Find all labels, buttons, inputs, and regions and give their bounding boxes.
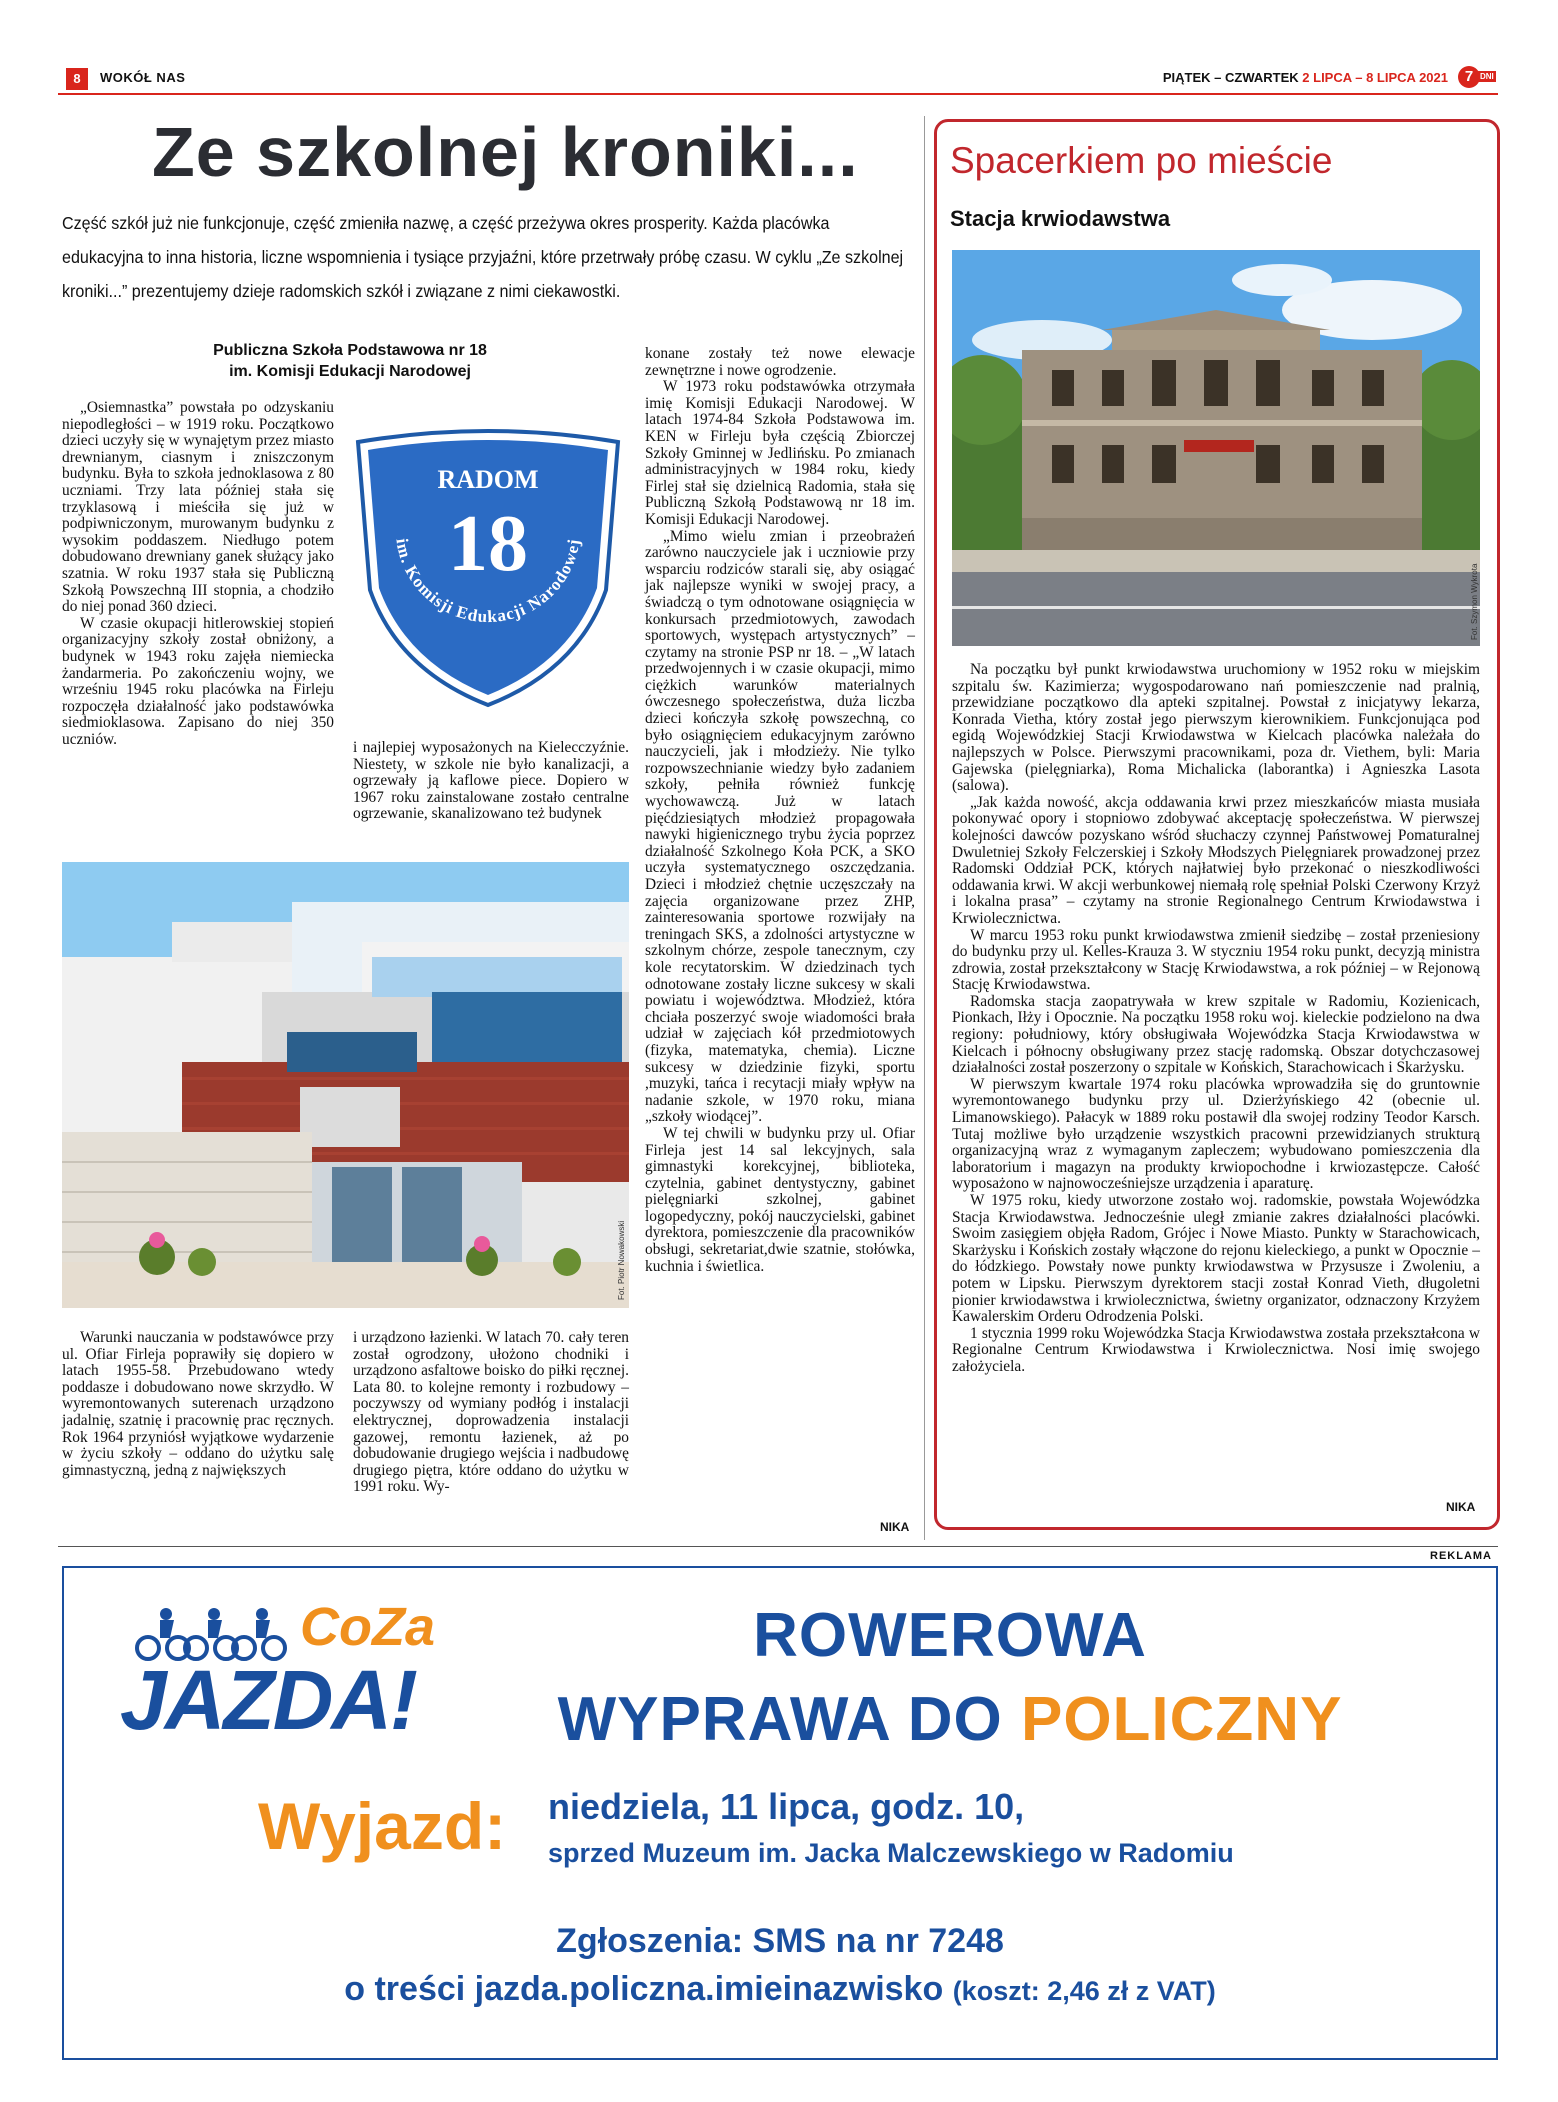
ad-headline-1: ROWEROWA <box>753 1601 1147 1670</box>
ad-wyjazd-line2: sprzed Muzeum im. Jacka Malczewskiego w Radomiu <box>548 1838 1234 1868</box>
school-name-line2: im. Komisji Edukacji Narodowej <box>229 363 471 380</box>
column-divider <box>924 116 925 1540</box>
photo-credit: Fot. Piotr Nowakowski <box>617 1220 626 1300</box>
ad-sms-content: o treści jazda.policzna.imieinazwisko <box>344 1970 953 2008</box>
ad-registration-line1: Zgłoszenia: SMS na nr 7248 <box>556 1922 1004 1960</box>
logo-number: 7 <box>1458 66 1480 88</box>
logo-arc-text: im. Komisji Edukacji Narodowej <box>392 537 584 627</box>
sidebar-signature: NIKA <box>1446 1500 1476 1514</box>
header-rule <box>58 93 1498 95</box>
ad-registration-line2 <box>62 1970 1498 2009</box>
ad-logo <box>110 1596 470 1756</box>
school-logo <box>348 420 628 710</box>
ad-sms-cost: (koszt: 2,46 zł z VAT) <box>952 1976 1216 2006</box>
school-photo <box>62 862 629 1308</box>
paragraph: Na początku był punkt krwiodawstwa uruchomiony w 1952 roku w miejskim szpitalu św. Kazimierza; wygospodarowano nań pomieszczenie nad pralnią, przewidziane początkowo dla apteki szpitalnej. Powstał z inicjatywy lekarza, Konrada Vietha, który został jego pierwszym kierownikiem. Funkcjonująca pod egidą Wojewódzkiej Stacji Krwiodawstwa w Kielcach placówka należała do najlepszych w Polsce. Pierwszymi pracownikami, poza dr. Viethem, byli: Maria Gajewska (pielęgniarka), Roma Michalicka (laborantka) i Agnieszka Lasota (salowa). <box>952 661 1480 795</box>
article-col1-bottom <box>62 1330 334 1479</box>
sidebar-heading: Spacerkiem po mieście <box>950 140 1333 181</box>
issue-dates <box>1163 70 1448 85</box>
sidebar-subtitle: Stacja krwiodawstwa <box>950 206 1171 231</box>
article-lead: Część szkół już nie funkcjonuje, część zmieniła nazwę, a część przeżywa okres prosperity. Każda placówka edukacyjna to inna historia, liczne wspomnienia i tysiące przyjaźni, które przetrwały próbę czasu. W cyklu „Ze szkolnej kroniki...” prezentujemy dzieje radomskich szkół i związane z nimi ciekawostki. <box>62 213 904 301</box>
paragraph: 1 stycznia 1999 roku Wojewódzka Stacja Krwiodawstwa została przekształcona w Regionalne Centrum Krwiodawstwa i Krwiolecznictwa. Nosi imię swojego założyciela. <box>952 1324 1480 1375</box>
paragraph: Radomska stacja zaopatrywała w krew szpitale w Radomiu, Kozienicach, Pionkach, Iłży i Opocznie. Na początku 1958 roku woj. kieleckie podzielono na dwa regiony: południowy, który obsługiwała Wojewódzka Stacja Krwiodawstwa w Kielcach i północny obsługiwany przez stację radomską. Obszar dotychczasowej działalności został poszerzony o szpitale w Końskich, Starachowicach i Skarżysku. <box>952 992 1480 1077</box>
logo-text: DNI <box>1480 72 1494 81</box>
paragraph: Warunki nauczania w podstawówce przy ul. Ofiar Firleja poprawiły się dopiero w latach 1955-58. Przebudowano wtedy poddasze i dobudowano nowe skrzydło. W wyremontowanych suterenach urządzono jadalnię, szatnię i pracownię prac ręcznych. Rok 1964 przyniósł wyjątkowe wydarzenie w życiu szkoły – oddano do użytku salę gimnastyczną, jedną z największych <box>62 1329 334 1479</box>
issue-days: PIĄTEK – CZWARTEK <box>1162 70 1303 85</box>
newspaper-logo <box>1458 66 1498 90</box>
article-col1-top <box>62 400 334 748</box>
logo-number: 18 <box>448 500 528 588</box>
issue-date-range: 2 LIPCA – 8 LIPCA 2021 <box>1302 70 1448 85</box>
section-name: WOKÓŁ NAS <box>100 70 186 85</box>
school-name-line1: Publiczna Szkoła Podstawowa nr 18 <box>213 342 487 359</box>
article-col2-bottom <box>353 1330 629 1496</box>
logo-city: RADOM <box>437 465 539 494</box>
ad-label: REKLAMA <box>1430 1550 1492 1562</box>
paragraph: W tej chwili w budynku przy ul. Ofiar Firleja jest 14 sal lekcyjnych, sala gimnastyki korekcyjnej, biblioteka, czytelnia, gabinet dentystyczny, gabinet pielęgniarki szkolnej, gabinet logopedyczny, pokój nauczycielski, gabinet dyrektora, pomieszczenie dla pracowników obsługi, sekretariat,dwie szatnie, stołówka, kuchnia i świetlica. <box>645 1124 915 1275</box>
sidebar-text <box>952 662 1480 1376</box>
article-col3 <box>645 346 915 1275</box>
ad-headline-2b: POLICZNY <box>1020 1685 1343 1754</box>
article-col2-top <box>353 740 629 823</box>
paragraph: W 1973 roku podstawówka otrzymała imię Komisji Edukacji Narodowej. W latach 1974-84 Szkoła Podstawowa im. KEN w Firleju była częścią Zbiorczej Szkoły Gminnej w Jedlińsku. Po zmianach administracyjnych w 1984 roku, kiedy Firlej stał się dzielnicą Radomia, stała się Publiczną Szkołą Podstawową nr 18 im. Komisji Edukacji Narodowej. <box>645 378 915 528</box>
paragraph: W marcu 1953 roku punkt krwiodawstwa zmienił siedzibę – został przeniesiony do budynku przy ul. Kelles-Krauza 3. W styczniu 1954 roku punkt, decyzją ministra zdrowia, został przekształcony w Stację Krwiodawstwa, a rok później – w Rejonową Stację Krwiodawstwa. <box>952 926 1480 994</box>
ad-headline-2a: WYPRAWA DO <box>557 1685 1021 1754</box>
ad-logo-bottom: JAZDA! <box>120 1653 416 1747</box>
page-header <box>58 64 1498 94</box>
paragraph: „Mimo wielu zmian i przeobrażeń zarówno nauczyciele jak i uczniowie przy wsparciu rodziców starali się, aby osiągać jak najlepsze wyniki w swojej pracy, a świadczą o tym odnotowane osiągnięcia w konkursach przedmiotowych, zawodach sportowych, występach artystycznych” – czytamy na stronie PSP nr 18. – „W latach przedwojennych i w czasie okupacji, mimo ciężkich warunków materialnych ówczesnego społeczeństwa, duża liczba dzieci kończyła szkołę powszechną, co było osiągnięciem edukacyjnym zarówno nauczycieli, jak i młodzieży. Nie tylko rozpowszechnianie wiedzy było zadaniem szkoły, pełniła również funkcję wychowawczą. Już w latach pięćdziesiątych młodzież propagowała nawyki higienicznego trybu życia poprzez działalność Szkolnego Koła PCK, a SKO uczyła systematycznego oszczędzania. Dzieci i młodzież chętnie uczęszczały na zajęcia organizowane przez ZHP, zainteresowania sportowe rozwijały na treningach SKS, a zdolności artystyczne w szkolnym chórze, zespole tanecznym, czy kole recytatorskim. W dziedzinach tych odnotowane zostały liczne sukcesy w skali powiatu i województwa. Młodzież, która chciała poszerzyć swoje wiadomości brała udział w zajęciach kół przedmiotowych (fizyka, matematyka, chemia). Liczne sukcesy w dziedzinie fizyki, sportu ,muzyki, tańca i recytacji miały wpływ na nadanie szkole, w 1970 roku, miana „szkoły wiodącej”. <box>645 527 915 1126</box>
sidebar-photo-credit: Fot. Szymon Wykrota <box>1470 563 1479 640</box>
paragraph: „Jak każda nowość, akcja oddawania krwi przez mieszkańców miasta musiała pokonywać opory i stopniowo zdobywać akceptację społeczeństwa. W pierwszej kolejności dawców pozyskano wśród słuchaczy czynnej Państwowej Pomaturalnej Dwuletniej Szkoły Felczerskiej i Szkoły Młodszych Pielęgniarek prowadzonej przez Radomski Oddział PCK, których najłatwiej było przekonać o nieszkodliwości oddawania krwi. W akcji werbunkowej niemałą rolę spełniał Polski Czerwony Krzyż i lokalna prasa” – czytamy na stronie Regionalnego Centrum Krwiodawstwa i Krwiolecznictwa. <box>952 793 1480 927</box>
paragraph: i urządzono łazienki. W latach 70. cały teren został ogrodzony, ułożono chodniki i urządzono asfaltowe boisko do piłki ręcznej. Lata 80. to kolejne remonty i rozbudowy – poczywszy od wymiany podłóg i instalacji elektrycznej, doprowadzenia instalacji gazowej, remontu łazienek, aż po dobudowanie drugiego wejścia i nadbudowę drugiego piętra, które oddano do użytku w 1991 roku. Wy- <box>353 1329 629 1496</box>
paragraph: W pierwszym kwartale 1974 roku placówka wprowadziła się do gruntownie wyremontowanego budynku przy ul. Dzierżyńskiego 42 (obecnie ul. Limanowskiego). Pałacyk w 1889 roku postawił dla swojej rodziny Teodor Karsch. Tutaj możliwe było urządzenie wszystkich pracowni przewidzianych strukturą organizacyjną wraz z wymaganym zapleczem; wybudowano pomieszczenia dla laboratorium i magazyn na produkty krwiopochodne i krwiozastępcze. Całość wyposażono w najnowocześniejsze urządzenia i aparaturę. <box>952 1075 1480 1193</box>
blood-station-photo <box>952 250 1480 646</box>
paragraph: i najlepiej wyposażonych na Kielecczyźnie. Niestety, w szkole nie było kanalizacji, a ogrzewały ją kaflowe piece. Dopiero w 1967 roku zainstalowane zostało centralne ogrzewanie, skanalizowano też budynek <box>353 739 629 823</box>
ad-wyjazd-line1: niedziela, 11 lipca, godz. 10, <box>548 1786 1025 1827</box>
article-title: Ze szkolnej kroniki... <box>152 113 859 191</box>
ad-top-rule <box>58 1546 1498 1547</box>
paragraph: W czasie okupacji hitlerowskiej stopień organizacyjny szkoły został obniżony, a budynek w 1943 roku zajęła niemiecka żandarmeria. Po zakończeniu wojny, we wrześniu 1945 roku placówka na Firleju rozpoczęła działalność jako podstawówka siedmioklasowa. Zapisano do niej 350 uczniów. <box>62 614 334 748</box>
page-number: 8 <box>66 68 88 90</box>
article-signature: NIKA <box>880 1520 910 1534</box>
paragraph: konane zostały też nowe elewacje zewnętrzne i nowe ogrodzenie. <box>645 345 915 379</box>
paragraph: W 1975 roku, kiedy utworzone zostało woj. radomskie, powstała Wojewódzka Stacja Krwiodawstwa. Jednocześnie uległ zmianie zakres działalności placówki. Swoim zasięgiem objęła Radom, Grójec i Nowe Miasto. Punkty w Starachowicach, Skarżysku i Końskich zostały włączone do rejonu kieleckiego, a punkt w Opocznie – do łódzkiego. Powstały nowe punkty krwiodawstwa w Przysusze i Zwoleniu, a potem w Lipsku. Pierwszym dyrektorem stacji został Konrad Vieth, długoletni pionier krwiodawstwa i krwiolecznictwa, świetny organizator, odznaczony Krzyżem Kawalerskim Orderu Odrodzenia Polski. <box>952 1192 1480 1326</box>
ad-logo-top: CoZa <box>300 1597 435 1657</box>
ad-wyjazd-label: Wyjazd: <box>258 1789 507 1863</box>
ad-headline-2 <box>500 1684 1400 1755</box>
paragraph: „Osiemnastka” powstała po odzyskaniu niepodległości – w 1919 roku. Początkowo dzieci uczyły się w wynajętym przez miasto drewnianym, ciasnym i zniszczonym budynku. Była to szkoła jednoklasowa z 80 uczniami. Trzy lata później stała się trzyklasową i mieściła się już w podpiwniczonym, murowanym budynku z wysokim poddaszem. Niedługo potem dobudowano drewniany ganek służący jako szatnia. W roku 1937 stała się Publiczną Szkołą Powszechną III stopnia, a chodziło do niej ponad 360 dzieci. <box>62 399 334 616</box>
school-name <box>160 340 540 382</box>
